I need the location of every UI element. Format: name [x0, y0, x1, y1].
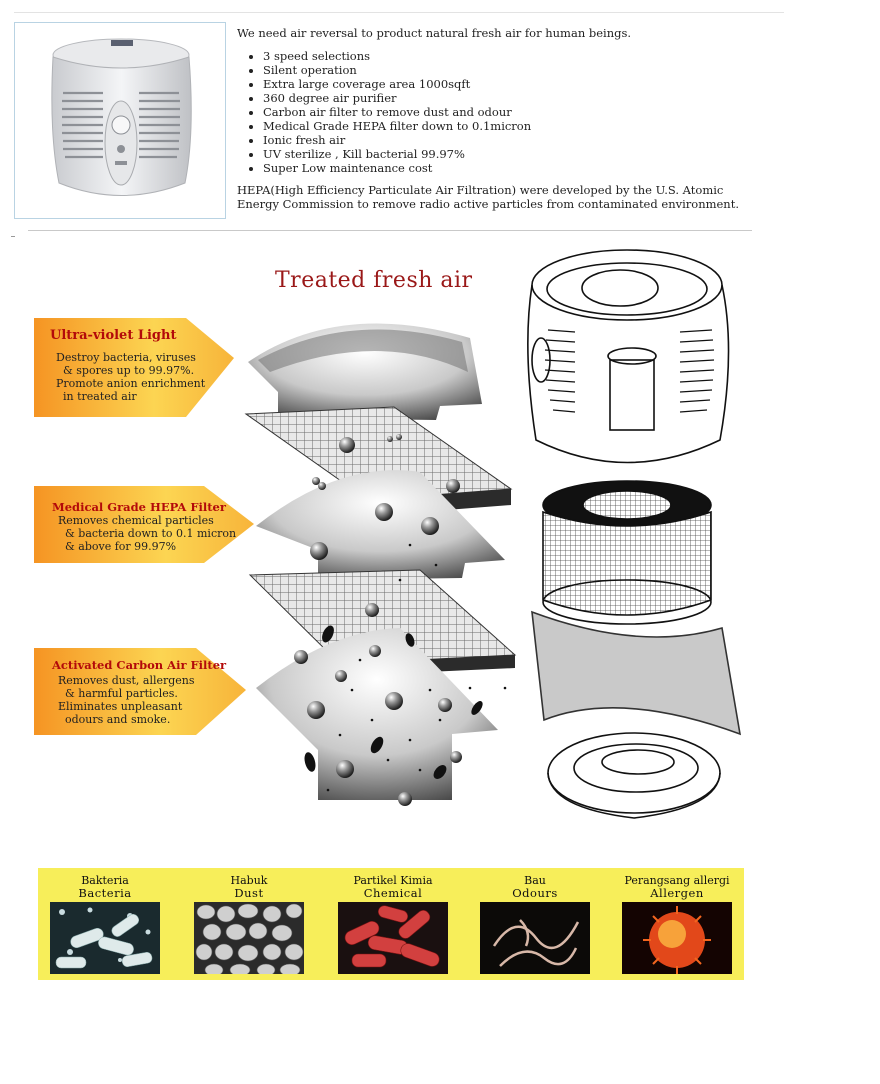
feature-item: • Super Low maintenance cost: [263, 161, 757, 175]
contaminant-english-label: Bacteria: [78, 886, 132, 900]
hepa-note: HEPA(High Efficiency Particulate Air Filtration) were developed by the U.S. Atomic Energy Commission to remove radio active particles from contaminated environment.: [237, 183, 739, 211]
small-mark: [11, 236, 15, 237]
air-purifier-photo: [15, 23, 225, 218]
allergen-micrograph: [622, 902, 732, 974]
contaminant-malay-label: Perangsang allergi: [624, 874, 730, 887]
uv-light-title: Ultra-violet Light: [50, 328, 177, 343]
contaminant-malay-label: Partikel Kimia: [353, 874, 433, 887]
feature-item: • Medical Grade HEPA filter down to 0.1micron: [263, 119, 757, 133]
diagram-title: Treated fresh air: [275, 268, 473, 293]
contaminant-chemical: [328, 868, 458, 980]
contaminant-english-label: Dust: [234, 886, 264, 900]
product-photo-frame: [14, 22, 226, 219]
contaminant-odours: [470, 868, 600, 980]
uv-light-desc: Destroy bacteria, viruses & spores up to 99.97%. Promote anion enrichment in treated air: [56, 351, 206, 403]
uv-light-banner: [34, 318, 234, 403]
feature-item: • 360 degree air purifier: [263, 91, 757, 105]
contaminant-english-label: Allergen: [650, 886, 704, 900]
feature-item: • Silent operation: [263, 63, 757, 77]
intro-lead: We need air reversal to product natural fresh air for human beings.: [237, 26, 632, 40]
feature-item: • 3 speed selections: [263, 49, 757, 63]
odour-micrograph: [480, 902, 590, 974]
intro-text: [237, 26, 757, 211]
hepa-filter-banner: [34, 486, 254, 566]
contaminant-strip: [38, 868, 744, 980]
contaminant-malay-label: Bakteria: [81, 874, 129, 887]
feature-item: • UV sterilize , Kill bacterial 99.97%: [263, 147, 757, 161]
contaminant-english-label: Odours: [512, 886, 558, 900]
feature-item: • Carbon air filter to remove dust and odour: [263, 105, 757, 119]
contaminant-malay-label: Bau: [524, 874, 546, 887]
feature-list: [237, 49, 757, 175]
feature-item: • Ionic fresh air: [263, 133, 757, 147]
chemical-micrograph: [338, 902, 448, 974]
dust-micrograph: [194, 902, 304, 974]
hepa-filter-desc: Removes chemical particles & bacteria down to 0.1 micron & above for 99.97%: [58, 514, 237, 553]
contaminant-bacteria: [40, 868, 170, 980]
bacteria-micrograph: [50, 902, 160, 974]
contaminant-dust: [184, 868, 314, 980]
feature-item: • Extra large coverage area 1000sqft: [263, 77, 757, 91]
carbon-filter-title: Activated Carbon Air Filter: [52, 658, 227, 672]
top-rule: [14, 12, 784, 13]
contaminant-allergen: [612, 868, 742, 980]
purifier-exploded-view: [528, 250, 740, 818]
contaminant-english-label: Chemical: [363, 886, 423, 900]
carbon-filter-banner: [34, 648, 244, 728]
contaminant-malay-label: Habuk: [230, 874, 268, 887]
carbon-filter-desc: Removes dust, allergens & harmful particles. Eliminates unpleasant odours and smoke.: [58, 674, 195, 726]
section-divider: [28, 230, 752, 231]
hepa-filter-title: Medical Grade HEPA Filter: [52, 500, 226, 514]
